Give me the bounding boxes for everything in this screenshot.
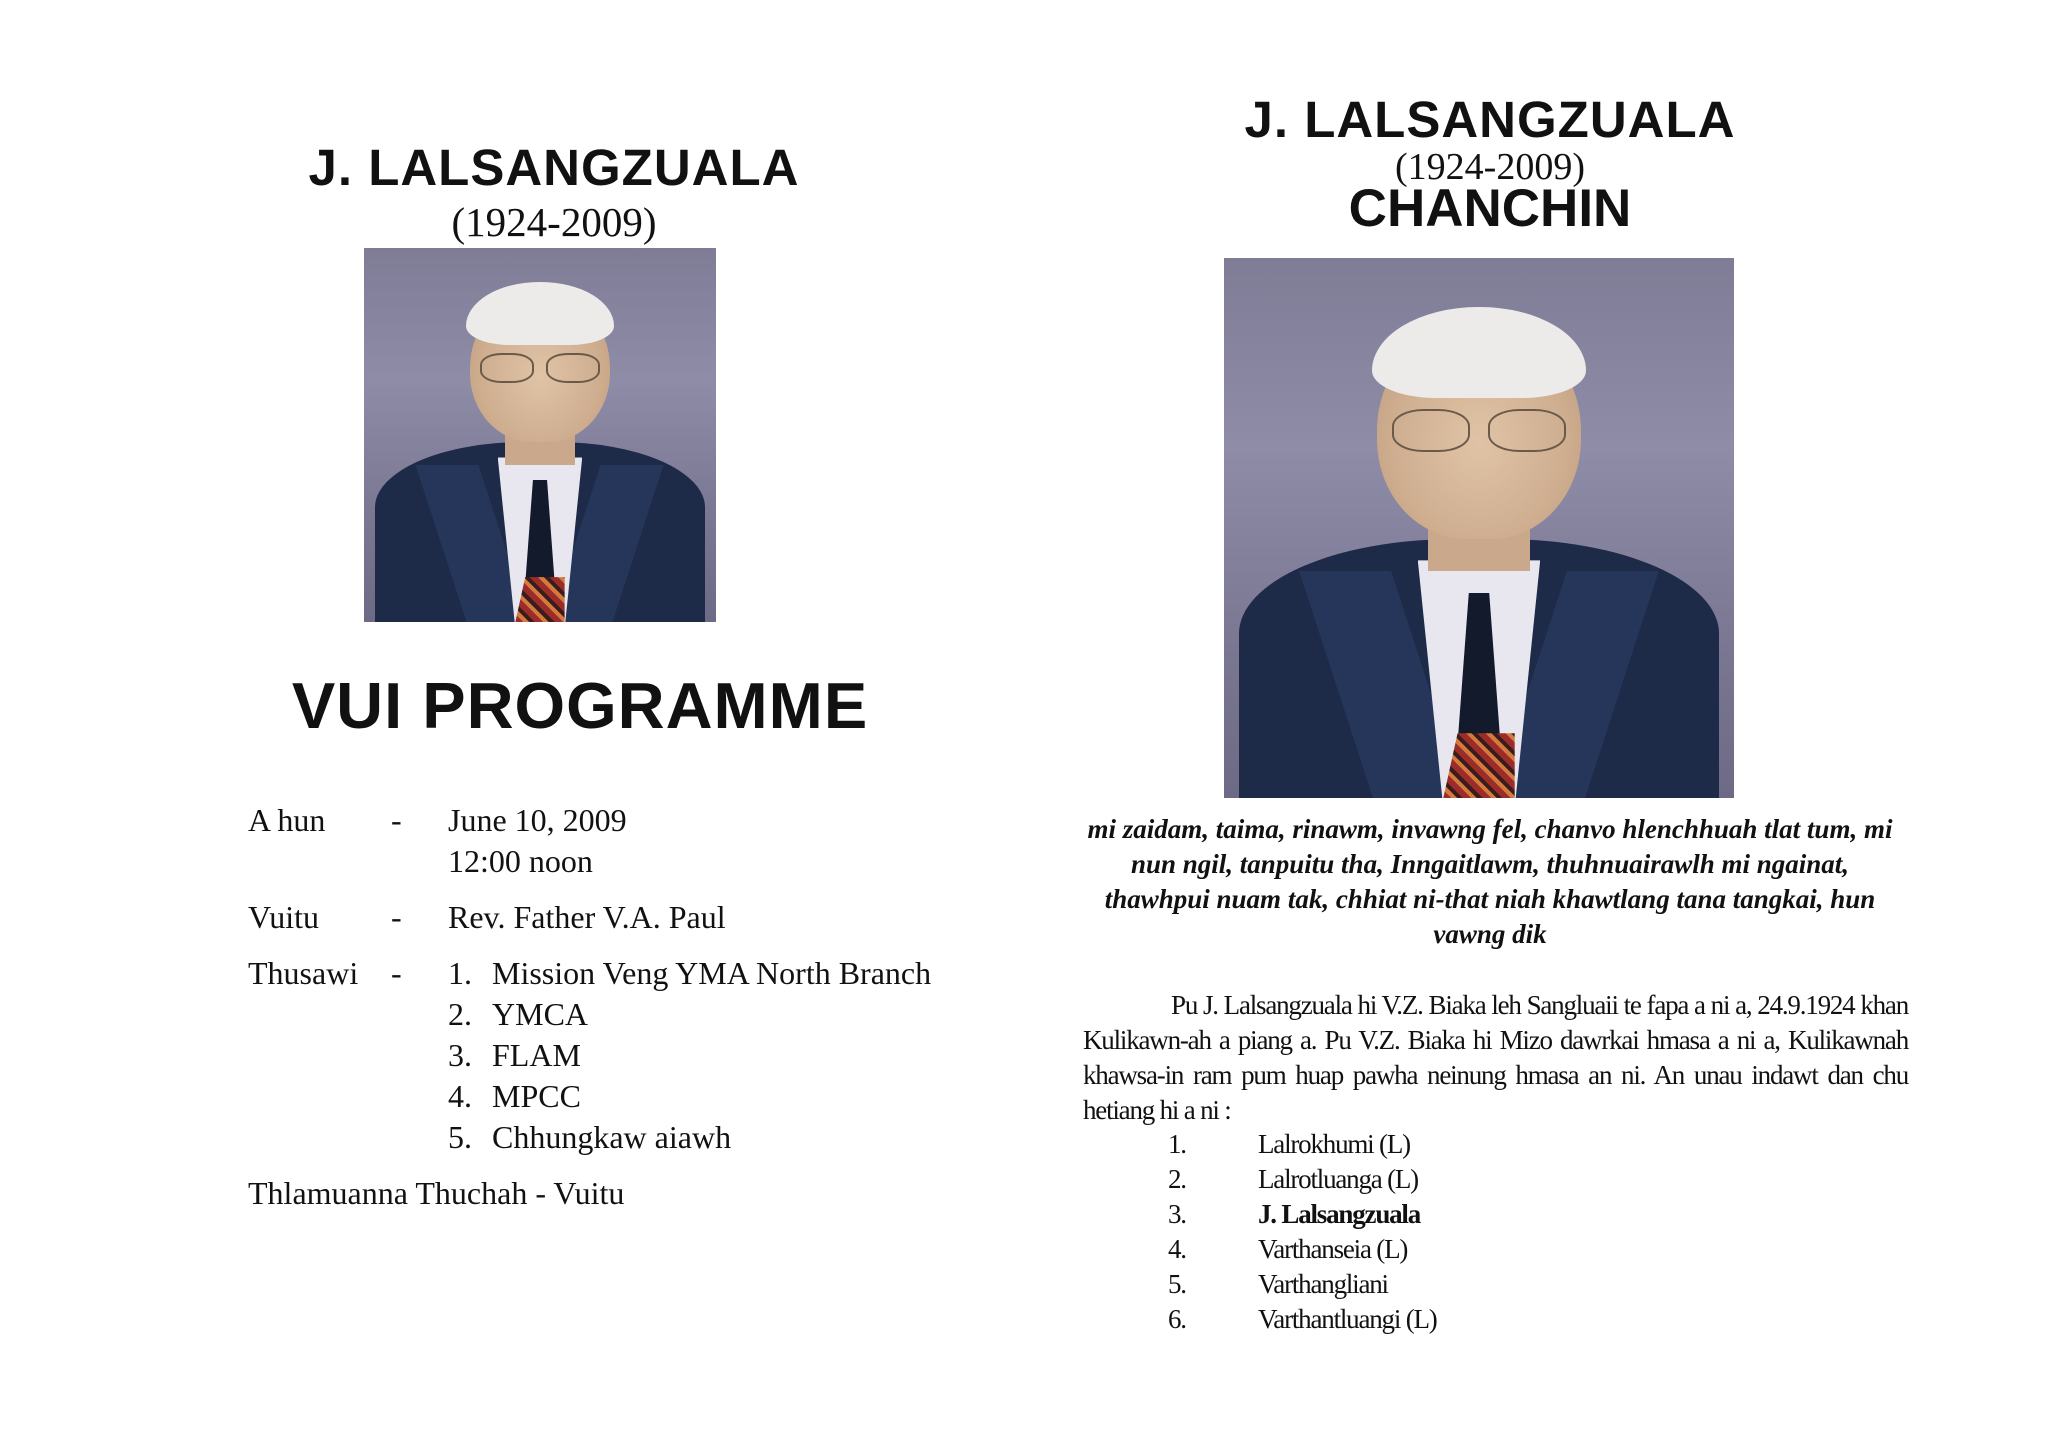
tribute-quote: mi zaidam, taima, rinawm, invawng fel, chanvo hlenchhuah tlat tum, mi nun ngil, tanpuitu tha, Inngaitlawm, thuhnuairawlh mi ngainat, thawhpui nuam tak, chhiat ni-that niah khawtlang tana tangkai, hun vawng dik [1087,814,1893,949]
chanchin-heading: CHANCHIN [1348,179,1632,238]
right-name-heading: J. LALSANGZUALA [1244,91,1736,148]
left-portrait-image [364,248,716,622]
bio-text: Pu J. Lalsangzuala hi V.Z. Biaka leh Sangluaii te fapa a ni a, 24.9.1924 khan Kulikawn-ah a piang a. Pu V.Z. Biaka hi Mizo dawrkai hmasa a ni a, Kulikawnah khawsa-in ram pum huap pawha neinung hmasa an ni. An unau indawt dan chu hetiang hi a ni : [1083,990,1908,1125]
right-dates: (1924-2009) [1395,146,1585,188]
list-item: 4. MPCC [448,1078,581,1114]
speaker-value: Rev. Father V.A. Paul [448,899,726,935]
list-item: 3. J. Lalsangzuala [1168,1199,1421,1229]
biography-paragraph [1083,988,1908,1128]
programme-details [248,800,931,1214]
list-item: 1. Lalrokhumi (L) [1168,1129,1410,1159]
list-item: 3. FLAM [448,1037,581,1073]
left-dates: (1924-2009) [451,199,657,245]
date-label: A hun [248,802,326,838]
list-item: 6. Varthantluangi (L) [1168,1304,1437,1334]
thusawi-label: Thusawi [248,955,359,991]
list-item: 2. YMCA [448,996,589,1032]
programme-thusawi-row [248,953,931,1158]
list-item: 1. Mission Veng YMA North Branch [448,955,932,991]
list-item: 5. Varthangliani [1168,1269,1388,1299]
thusawi-separator: - [391,955,402,991]
left-name-heading: J. LALSANGZUALA [308,139,800,196]
speaker-separator: - [391,899,402,935]
programme-title: VUI PROGRAMME [291,669,869,742]
date-value: June 10, 2009 [448,802,627,838]
time-value: 12:00 noon [448,843,593,879]
programme-speaker-row [248,897,931,938]
right-portrait-image [1224,258,1734,798]
list-item: 5. Chhungkaw aiawh [448,1119,732,1155]
list-item: 2. Lalrotluanga (L) [1168,1164,1418,1194]
siblings-list [1168,1127,1437,1337]
speaker-label: Vuitu [248,899,319,935]
date-separator: - [391,802,402,838]
programme-date-row [248,800,931,882]
thusawi-list [448,953,931,1158]
closing-line: Thlamuanna Thuchah - Vuitu [248,1175,625,1211]
list-item: 4. Varthanseia (L) [1168,1234,1408,1264]
